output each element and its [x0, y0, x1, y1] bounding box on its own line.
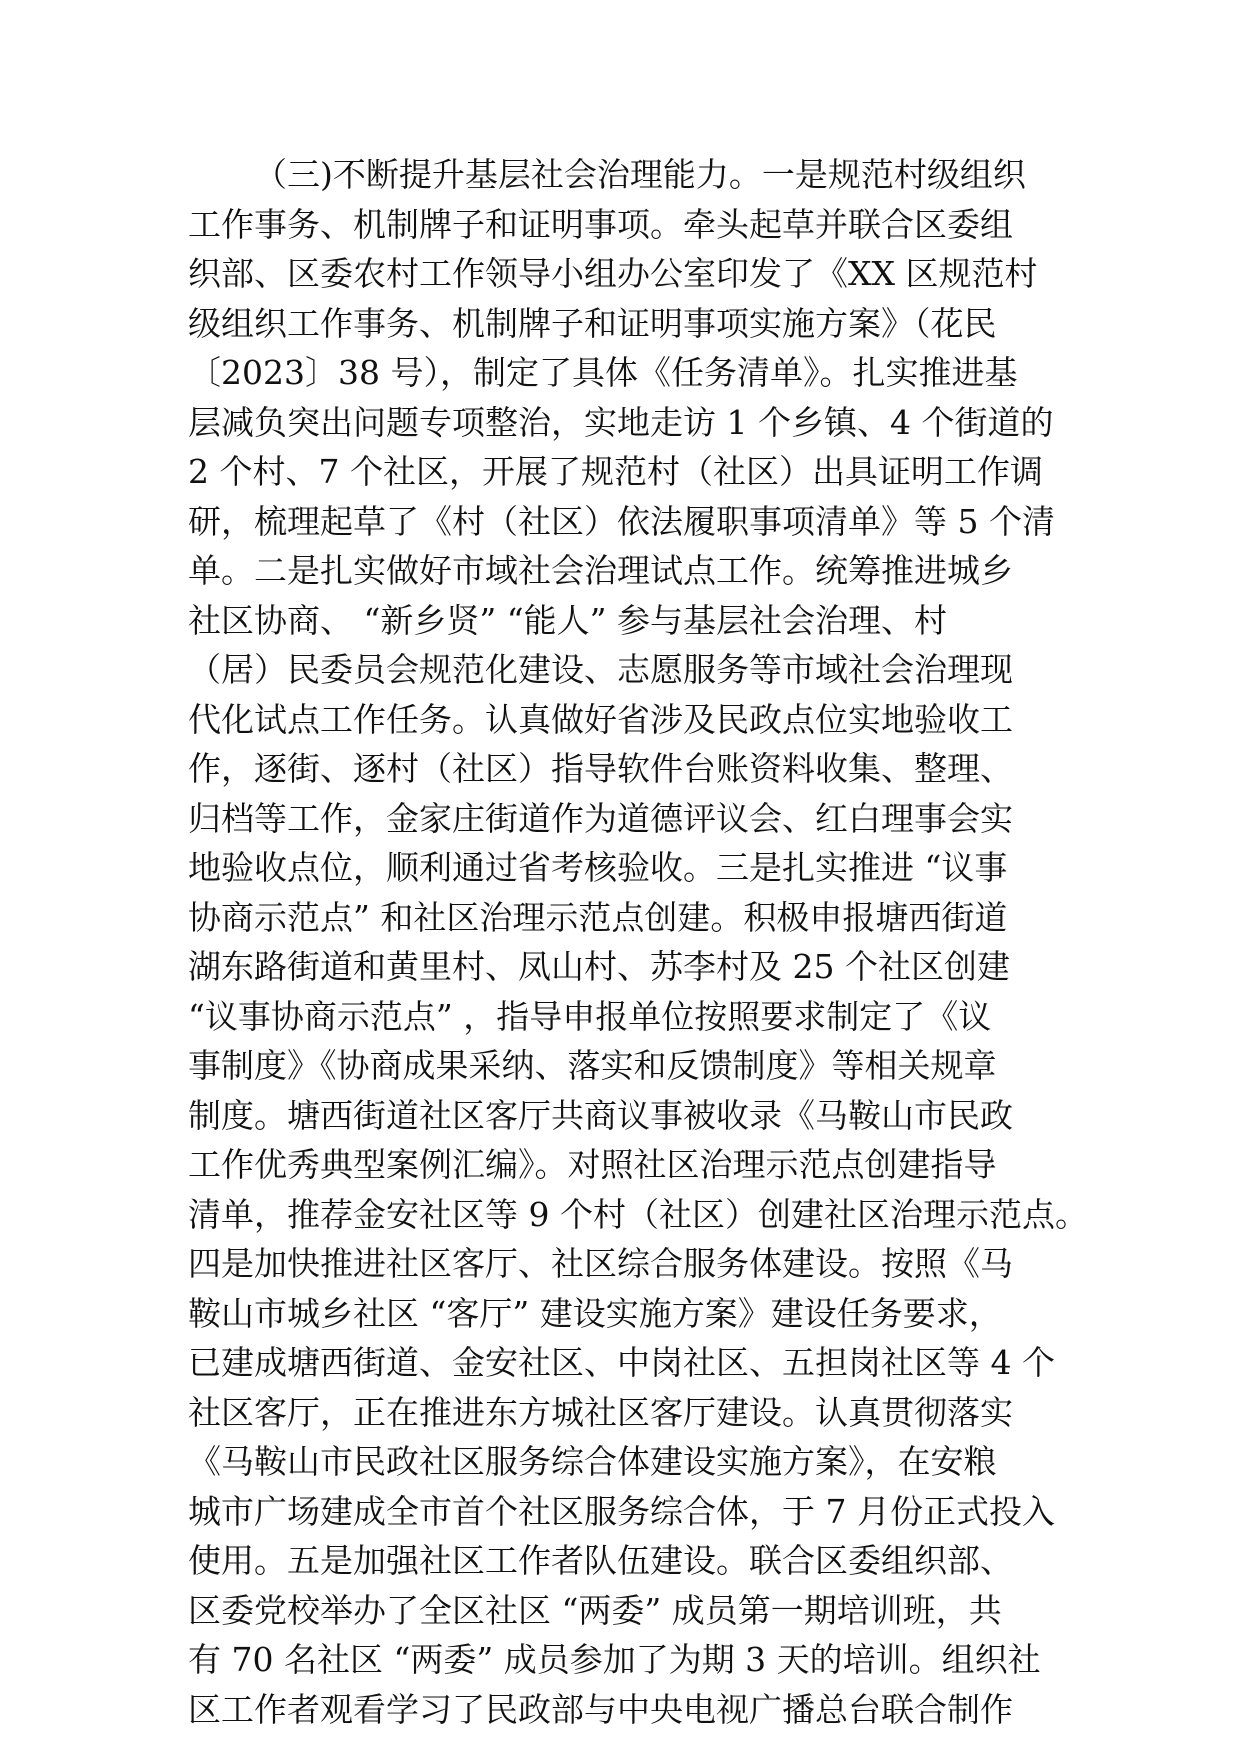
paragraph-line: 工作优秀典型案例汇编》。对照社区治理示范点创建指导: [188, 1145, 997, 1184]
paragraph-line: 鞍山市城乡社区 “客厅” 建设实施方案》建设任务要求，: [188, 1293, 1002, 1333]
paragraph-line: “议事协商示范点” ，指导申报单位按照要求制定了《议: [188, 996, 992, 1036]
paragraph-line: 地验收点位，顺利通过省考核验收。三是扎实推进 “议事: [188, 848, 1008, 887]
paragraph-line: 级组织工作事务、机制牌子和证明事项实施方案》（花民: [188, 303, 997, 343]
paragraph-line: 工作事务、机制牌子和证明事项。牵头起草并联合区委组: [188, 204, 1013, 244]
paragraph-line: 2 个村、7 个社区，开展了规范村（社区）出具证明工作调: [188, 452, 1043, 491]
paragraph-line: 区工作者观看学习了民政部与中央电视广播总台联合制作: [188, 1689, 1013, 1729]
paragraph-line: 研，梳理起草了《村（社区）依法履职事项清单》等 5 个清: [188, 501, 1055, 541]
paragraph-line: 社区协商、 “新乡贤” “能人” 参与基层社会治理、村: [188, 600, 947, 640]
paragraph-line: 已建成塘西街道、金安社区、中岗社区、五担岗社区等 4 个: [188, 1343, 1055, 1382]
paragraph-line: 清单，推荐金安社区等 9 个村（社区）创建社区治理示范点。: [188, 1194, 1088, 1234]
paragraph-line: 作，逐街、逐村（社区）指导软件台账资料收集、整理、: [188, 749, 1013, 788]
paragraph-line: 协商示范点” 和社区治理示范点创建。积极申报塘西街道: [188, 897, 1008, 937]
paragraph-line: 区委党校举办了全区社区 “两委” 成员第一期培训班，共: [188, 1590, 1002, 1630]
paragraph-line: 城市广场建成全市首个社区服务综合体，于 7 月份正式投入: [188, 1491, 1055, 1531]
paragraph-line: 四是加快推进社区客厅、社区综合服务体建设。按照《马: [188, 1244, 1013, 1283]
paragraph-line: 织部、区委农村工作领导小组办公室印发了《XX 区规范村: [188, 254, 1038, 293]
paragraph-line: 单。二是扎实做好市域社会治理试点工作。统筹推进城乡: [188, 551, 1013, 590]
paragraph-line: 使用。五是加强社区工作者队伍建设。联合区委组织部、: [188, 1541, 1013, 1580]
paragraph-line: （居）民委员会规范化建设、志愿服务等市域社会治理现: [188, 650, 1013, 689]
paragraph-line: 制度。塘西街道社区客厅共商议事被收录《马鞍山市民政: [188, 1095, 1013, 1135]
paragraph-line: 代化试点工作任务。认真做好省涉及民政点位实地验收工: [188, 699, 1013, 739]
paragraph-line: （三)不断提升基层社会治理能力。一是规范村级组织: [254, 155, 1026, 194]
paragraph-line: 湖东路街道和黄里村、凤山村、苏李村及 25 个社区创建: [188, 947, 1010, 986]
paragraph-line: 《马鞍山市民政社区服务综合体建设实施方案》，在安粮: [188, 1442, 997, 1481]
paragraph-line: 层减负突出问题专项整治，实地走访 1 个乡镇、4 个街道的: [188, 402, 1054, 442]
body-paragraph: [188, 150, 1088, 1734]
paragraph-line: 归档等工作，金家庄街道作为道德评议会、红白理事会实: [188, 798, 1013, 838]
paragraph-line: 〔2023〕38 号），制定了具体《任务清单》。扎实推进基: [188, 353, 1018, 392]
paragraph-line: 有 70 名社区 “两委” 成员参加了为期 3 天的培训。组织社: [188, 1640, 1041, 1679]
paragraph-line: 社区客厅，正在推进东方城社区客厅建设。认真贯彻落实: [188, 1392, 1013, 1432]
paragraph-line: 事制度》《协商成果采纳、落实和反馈制度》等相关规章: [188, 1046, 997, 1085]
